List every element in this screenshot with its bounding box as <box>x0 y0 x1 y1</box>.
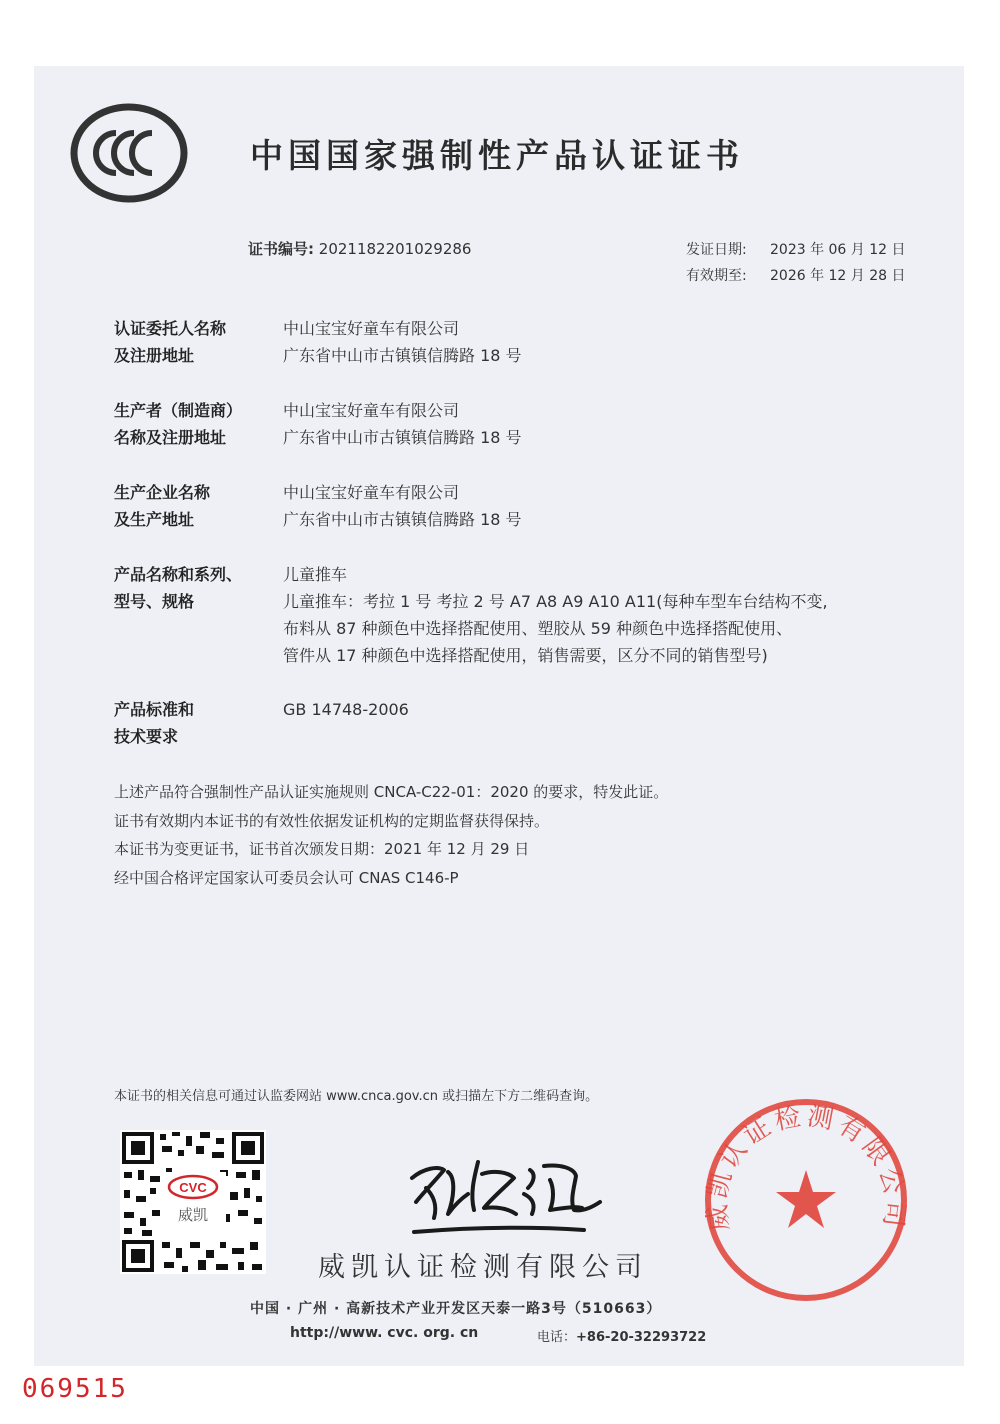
certificate-number-value: 2021182201029286 <box>318 240 472 258</box>
valid-date-value: 2026 年 12 月 28 日 <box>770 268 906 284</box>
certificate-number-label: 证书编号: <box>248 240 314 258</box>
signature <box>404 1148 604 1238</box>
issuer-website-link[interactable]: http://www. cvc. org. cn <box>290 1325 479 1341</box>
qr-code[interactable] <box>120 1130 266 1274</box>
certificate-statements <box>114 778 668 892</box>
field-value: 中山宝宝好童车有限公司 广东省中山市古镇镇信腾路 18 号 <box>283 483 522 529</box>
statement-line: 上述产品符合强制性产品认证实施规则 CNCA-C22-01：2020 的要求，特发此证。 <box>114 783 669 801</box>
verification-info: 本证书的相关信息可通过认监委网站 www.cnca.gov.cn 或扫描左下方二维码查询。 <box>114 1089 599 1104</box>
valid-date-label: 有效期至: <box>686 268 747 284</box>
certificate-title: 中国国家强制性产品认证证书 <box>250 136 744 175</box>
field-label: 认证委托人名称 及注册地址 <box>114 319 227 365</box>
phone-number: +86-20-32293722 <box>576 1330 707 1345</box>
serial-number: 069515 <box>22 1374 128 1404</box>
field-label: 产品标准和 技术要求 <box>114 700 195 746</box>
company-seal-stamp <box>700 1094 912 1306</box>
seal-text: 威凯认证检测有限公司 <box>701 1101 911 1233</box>
field-label: 生产者（制造商） 名称及注册地址 <box>114 401 243 447</box>
field-value: GB 14748-2006 <box>283 700 409 719</box>
statement-line: 本证书为变更证书，证书首次颁发日期：2021 年 12 月 29 日 <box>114 840 530 858</box>
statement-line: 经中国合格评定国家认可委员会认可 CNAS C146-P <box>114 868 459 887</box>
phone-label: 电话： <box>537 1330 577 1345</box>
certificate-dates <box>686 237 906 289</box>
seal-star-icon <box>776 1170 836 1228</box>
issue-date-label: 发证日期: <box>686 242 747 258</box>
field-label: 生产企业名称 及生产地址 <box>114 483 211 529</box>
qr-badge: CVC <box>179 1180 207 1195</box>
qr-caption: 威凯 <box>177 1206 209 1224</box>
certificate-number <box>248 238 471 259</box>
issuer-phone <box>537 1326 706 1345</box>
issuer-address: 中国 · 广州 · 高新技术产业开发区天泰一路3号（510663） <box>250 1301 662 1317</box>
field-value: 儿童推车 儿童推车：考拉 1 号 考拉 2 号 A7 A8 A9 A10 A11(每种车型车台结构不变, 布料从 87 种颜色中选择搭配使用、塑胶从 59 种颜色中选择搭配使用、 管件从 17 种颜色中选择搭配使用，销售需要，区分不同的销售型号) <box>283 565 828 665</box>
field-label: 产品名称和系列、 型号、规格 <box>114 565 243 611</box>
ccc-logo-icon <box>70 103 188 203</box>
issuer-company-name: 威凯认证检测有限公司 <box>318 1252 648 1283</box>
field-value: 中山宝宝好童车有限公司 广东省中山市古镇镇信腾路 18 号 <box>283 319 522 365</box>
statement-line: 证书有效期内本证书的有效性依据发证机构的定期监督获得保持。 <box>114 811 550 830</box>
field-value: 中山宝宝好童车有限公司 广东省中山市古镇镇信腾路 18 号 <box>283 401 522 447</box>
issue-date-value: 2023 年 06 月 12 日 <box>770 242 906 258</box>
